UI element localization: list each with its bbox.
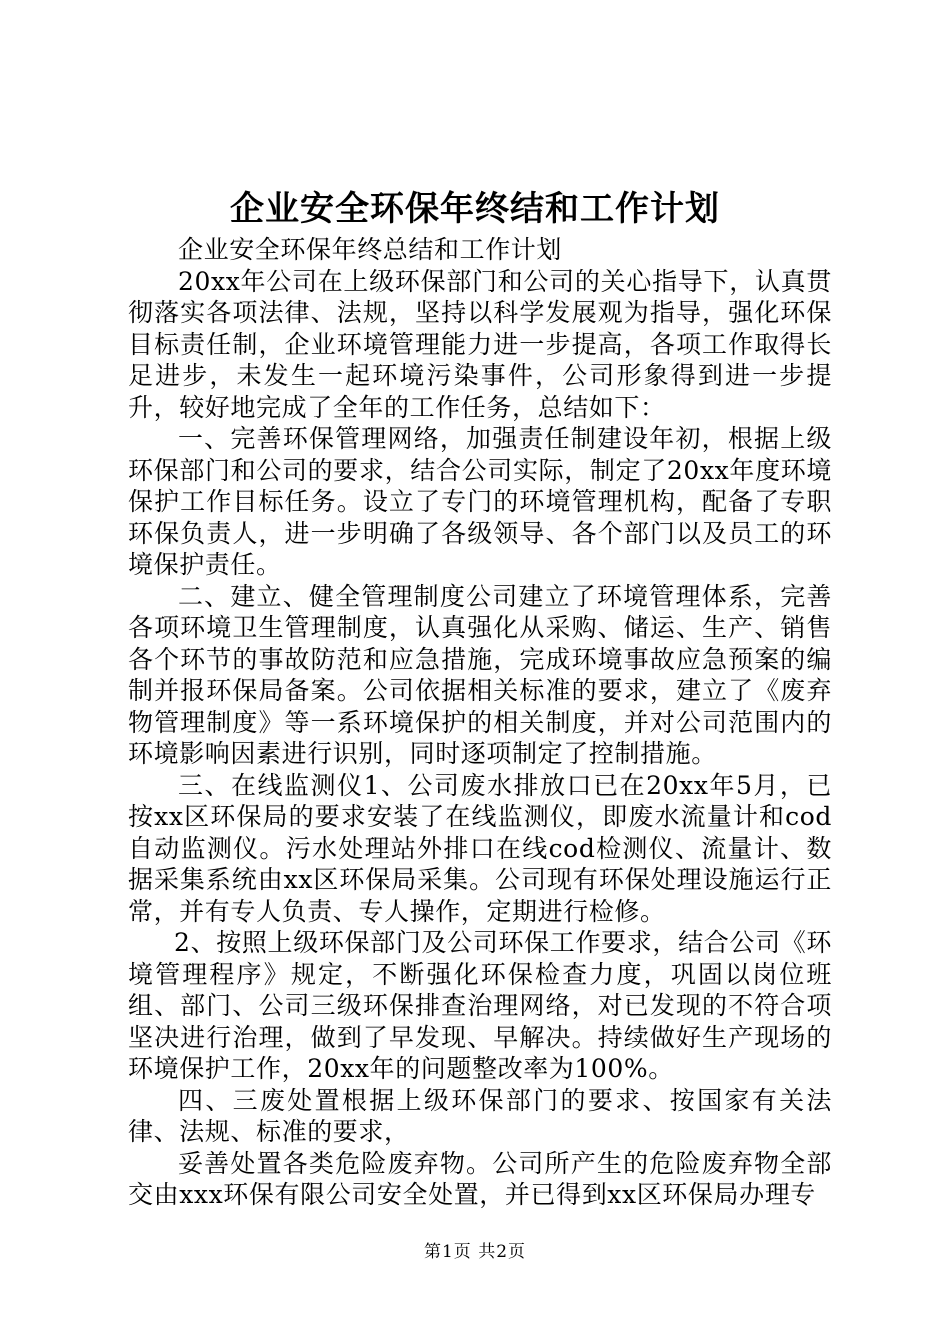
section-one-paragraph: 一、完善环保管理网络，加强责任制建设年初，根据上级环保部门和公司的要求，结合公司实际，制定了20xx年度环境保护工作目标任务。设立了专门的环境管理机构，配备了专职环保负责人，进一步明确了各级领导、各个部门以及员工的环境保护责任。 bbox=[128, 424, 832, 579]
page-footer: 第1页 共2页 bbox=[423, 1242, 527, 1262]
subtitle-paragraph: 企业安全环保年终总结和工作计划 bbox=[178, 235, 563, 264]
intro-paragraph: 20xx年公司在上级环保部门和公司的关心指导下，认真贯彻落实各项法律、法规，坚持以科学发展观为指导，强化环保目标责任制，企业环境管理能力进一步提高，各项工作取得长足进步，未发生一起环境污染事件，公司形象得到进一步提升，较好地完成了全年的工作任务，总结如下： bbox=[128, 266, 832, 422]
document-title: 企业安全环保年终结和工作计划 bbox=[230, 189, 720, 229]
item-two-paragraph: 2、按照上级环保部门及公司环保工作要求，结合公司《环境管理程序》规定，不断强化环保检查力度，巩固以岗位班组、部门、公司三级环保排查治理网络，对已发现的不符合项坚决进行治理，做到了早发现、早解决。持续做好生产现场的环境保护工作，20xx年的问题整改率为100%。 bbox=[128, 928, 832, 1083]
waste-disposal-paragraph: 妥善处置各类危险废弃物。公司所产生的危险废弃物全部交由xxx环保有限公司安全处置，并已得到xx区环保局办理专 bbox=[128, 1148, 832, 1209]
section-two-paragraph: 二、建立、健全管理制度公司建立了环境管理体系，完善各项环境卫生管理制度，认真强化从采购、储运、生产、销售各个环节的事故防范和应急措施，完成环境事故应急预案的编制并报环保局备案。公司依据相关标准的要求，建立了《废弃物管理制度》等一系环境保护的相关制度，并对公司范围内的环境影响因素进行识别，同时逐项制定了控制措施。 bbox=[128, 581, 832, 768]
document-body bbox=[128, 234, 832, 1211]
section-four-paragraph: 四、三废处置根据上级环保部门的要求、按国家有关法律、法规、标准的要求， bbox=[128, 1085, 832, 1146]
section-three-paragraph: 三、在线监测仪1、公司废水排放口已在20xx年5月，已按xx区环保局的要求安装了在线监测仪，即废水流量计和cod自动监测仪。污水处理站外排口在线cod检测仪、流量计、数据采集系统由xx区环保局采集。公司现有环保处理设施运行正常，并有专人负责、专人操作，定期进行检修。 bbox=[128, 770, 832, 926]
